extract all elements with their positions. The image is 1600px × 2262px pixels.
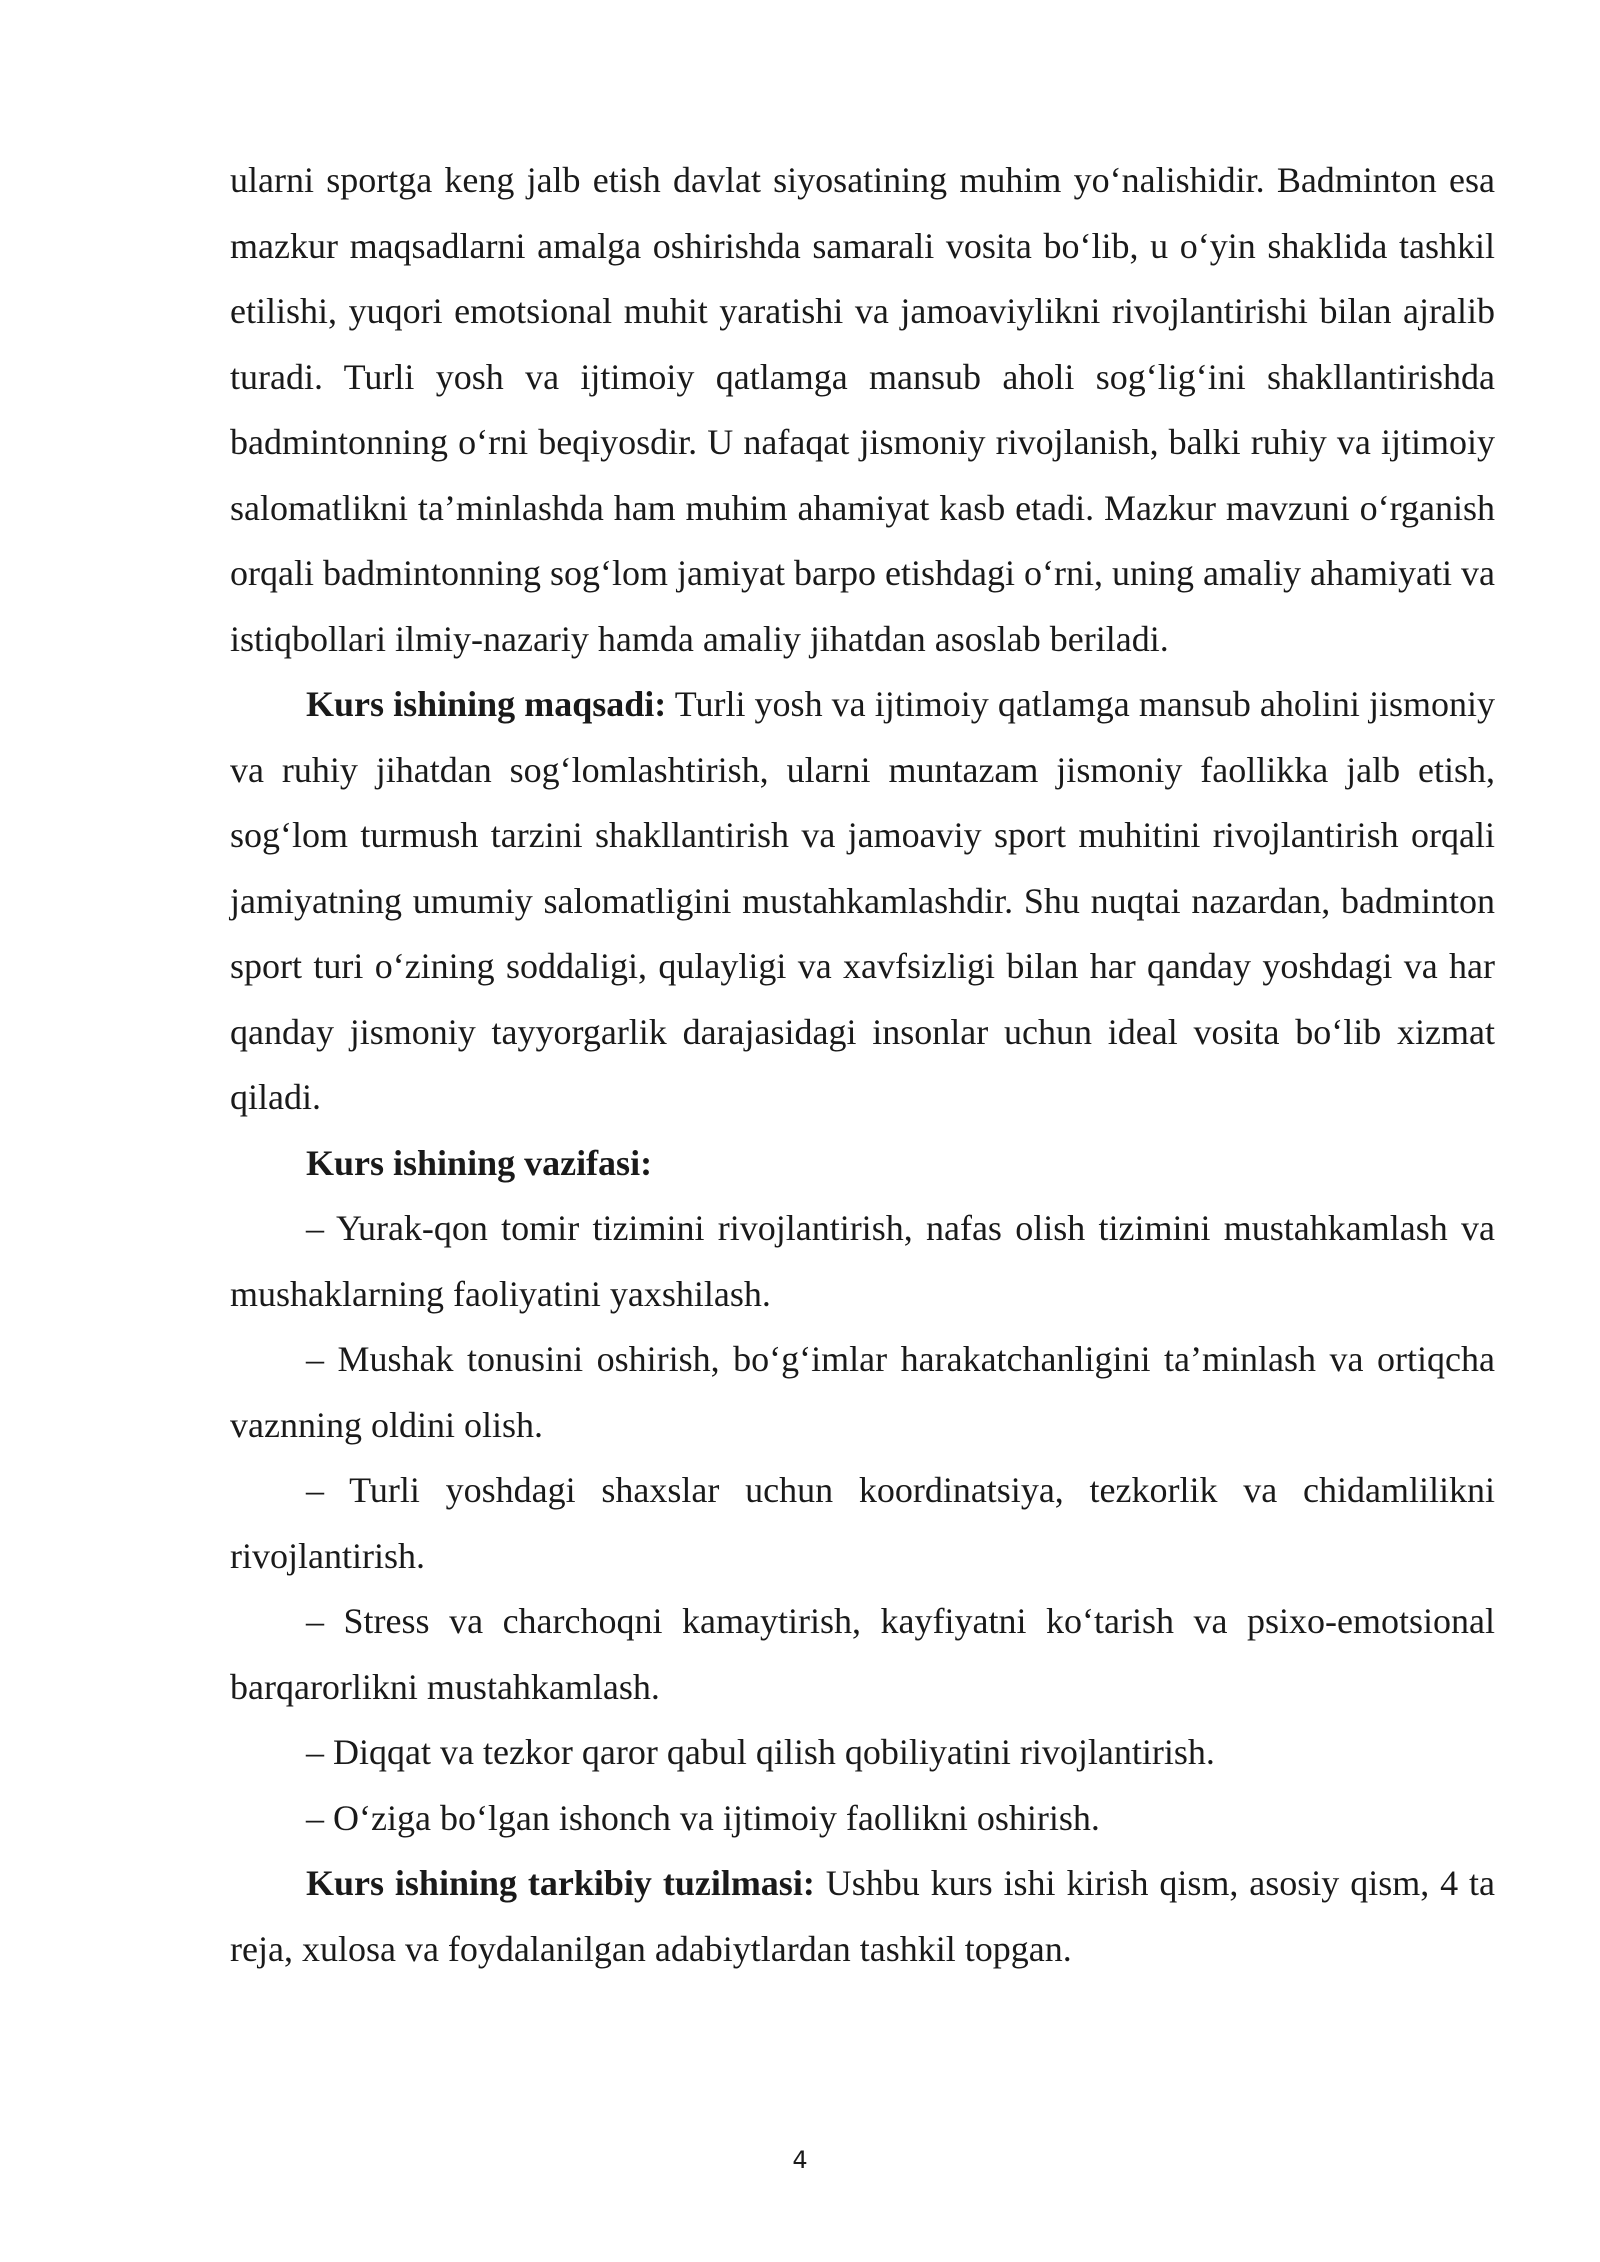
page-number: 4	[792, 2146, 808, 2174]
structure-paragraph	[230, 1851, 1495, 1982]
task-item: – Mushak tonusini oshirish, bo‘g‘imlar harakatchanligini ta’minlash va ortiqcha vaznning oldini olish.	[230, 1339, 1495, 1445]
goal-heading: Kurs ishining maqsadi:	[306, 684, 667, 724]
task-item: – Diqqat va tezkor qaror qabul qilish qobiliyatini rivojlantirish.	[306, 1732, 1215, 1772]
task-item: – Turli yoshdagi shaxslar uchun koordinatsiya, tezkorlik va chidamlilikni rivojlantirish.	[230, 1470, 1495, 1576]
goal-paragraph	[230, 672, 1495, 1131]
structure-heading: Kurs ishining tarkibiy tuzilmasi:	[306, 1863, 815, 1903]
structure-text: Ushbu kurs ishi kirish qism, asosiy qism, 4 ta reja, xulosa va foydalanilgan adabiytlardan tashkil topgan.	[230, 1863, 1495, 1969]
task-item: – O‘ziga bo‘lgan ishonch va ijtimoiy faollikni oshirish.	[306, 1797, 1100, 1838]
tasks-paragraph	[230, 1131, 1495, 1197]
intro-paragraph: ularni sportga keng jalb etish davlat siyosatining muhim yo‘nalishidir. Badminton esa mazkur maqsadlarni amalga oshirishda samarali vosita bo‘lib, u o‘yin shaklida tashkil etilishi, yuqori emotsional muhit yaratishi va jamoaviylikni rivojlantirishi bilan ajralib turadi. Turli yosh va ijtimoiy qatlamga mansub aholi sog‘lig‘ini shakllantirishda badmintonning o‘rni beqiyosdir. U nafaqat jismoniy rivojlanish, balki ruhiy va ijtimoiy salomatlikni ta’minlashda ham muhim ahamiyat kasb etadi. Mazkur mavzuni o‘rganish orqali badmintonning sog‘lom jamiyat barpo etishdagi o‘rni, uning amaliy ahamiyati va istiqbollari ilmiy-nazariy hamda amaliy jihatdan asoslab beriladi.	[230, 160, 1495, 659]
task-item: – Yurak-qon tomir tizimini rivojlantirish, nafas olish tizimini mustahkamlash va mushaklarning faoliyatini yaxshilash.	[230, 1208, 1495, 1314]
tasks-heading: Kurs ishining vazifasi:	[306, 1142, 653, 1183]
goal-text: Turli yosh va ijtimoiy qatlamga mansub aholini jismoniy va ruhiy jihatdan sog‘lomlashtirish, ularni muntazam jismoniy faollikka jalb etish, sog‘lom turmush tarzini shakllantirish va jamoaviy sport muhitini rivojlantirish orqali jamiyatning umumiy salomatligini mustahkamlashdir. Shu nuqtai nazardan, badminton sport turi o‘zining soddaligi, qulayligi va xavfsizligi bilan har qanday yoshdagi va har qanday jismoniy tayyorgarlik darajasidagi insonlar uchun ideal vosita bo‘lib xizmat qiladi.	[230, 684, 1496, 1117]
task-item: – Stress va charchoqni kamaytirish, kayfiyatni ko‘tarish va psixo-emotsional barqarorlikni mustahkamlash.	[230, 1601, 1495, 1707]
document-body	[230, 148, 1495, 1982]
